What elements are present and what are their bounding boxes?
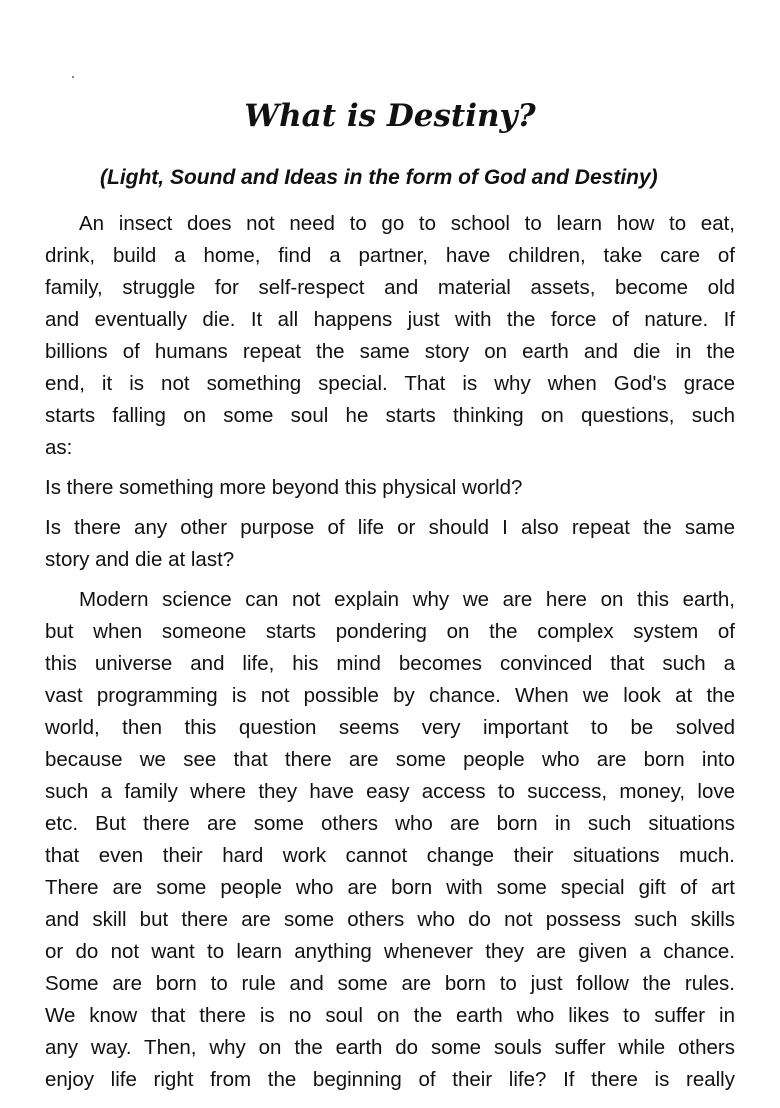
text-line: drink, build a home, find a partner, have children, take care of — [45, 244, 735, 267]
paragraph — [45, 584, 735, 1096]
text-line: because we see that there are some people who are born into — [45, 748, 735, 771]
text-line: as: — [45, 436, 73, 459]
text-line: story and die at last? — [45, 548, 235, 571]
paragraph-gap — [45, 464, 735, 472]
text-line: We know that there is no soul on the earth who likes to suffer in — [45, 1004, 735, 1027]
text-line: Is there any other purpose of life or should I also repeat the same — [45, 516, 735, 539]
paragraph-gap — [45, 576, 735, 584]
text-line: vast programming is not possible by chance. When we look at the — [45, 684, 735, 707]
body-text — [45, 208, 735, 1096]
scan-speck — [72, 76, 74, 78]
text-line: any way. Then, why on the earth do some souls suffer while others — [45, 1036, 735, 1059]
text-line: such a family where they have easy access to success, money, love — [45, 780, 735, 803]
text-line: but when someone starts pondering on the complex system of — [45, 620, 735, 643]
paragraph-gap — [45, 504, 735, 512]
text-line: etc. But there are some others who are born in such situations — [45, 812, 735, 835]
text-line: world, then this question seems very important to be solved — [45, 716, 735, 739]
text-line: An insect does not need to go to school to learn how to eat, — [79, 212, 735, 235]
text-line: end, it is not something special. That is why when God's grace — [45, 372, 735, 395]
paragraph — [45, 208, 735, 464]
text-line: or do not want to learn anything whenever they are given a chance. — [45, 940, 735, 963]
text-line: family, struggle for self-respect and material assets, become old — [45, 276, 735, 299]
text-line: Some are born to rule and some are born to just follow the rules. — [45, 972, 735, 995]
text-line: that even their hard work cannot change their situations much. — [45, 844, 735, 867]
text-line: and eventually die. It all happens just with the force of nature. If — [45, 308, 735, 331]
text-line: Modern science can not explain why we are here on this earth, — [79, 588, 735, 611]
text-line: billions of humans repeat the same story on earth and die in the — [45, 340, 735, 363]
text-line: this universe and life, his mind becomes convinced that such a — [45, 652, 735, 675]
text-line: There are some people who are born with some special gift of art — [45, 876, 735, 899]
text-line: enjoy life right from the beginning of their life? If there is really — [45, 1068, 735, 1091]
page-subtitle: (Light, Sound and Ideas in the form of God and Destiny) — [100, 166, 658, 189]
page-title: What is Destiny? — [244, 98, 536, 134]
text-line: Is there something more beyond this physical world? — [45, 476, 523, 499]
text-line: and skill but there are some others who do not possess such skills — [45, 908, 735, 931]
paragraph — [45, 512, 735, 576]
paragraph — [45, 472, 735, 504]
text-line: starts falling on some soul he starts thinking on questions, such — [45, 404, 735, 427]
